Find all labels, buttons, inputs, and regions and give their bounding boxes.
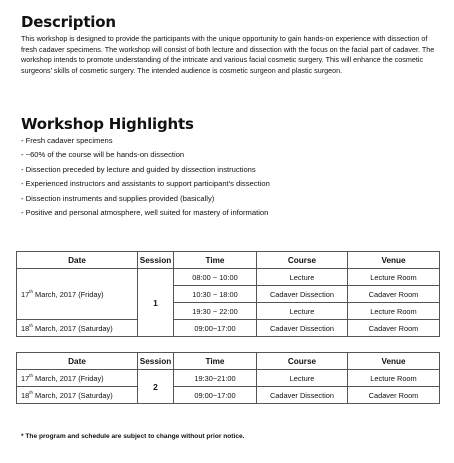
venue-cell: Cadaver Room bbox=[348, 286, 440, 303]
highlight-item: - Experienced instructors and assistants to support participant's dissection bbox=[21, 179, 270, 189]
venue-cell: Lecture Room bbox=[348, 269, 440, 286]
date-cell: 18th March, 2017 (Saturday) bbox=[17, 320, 138, 337]
header-time: Time bbox=[174, 353, 257, 370]
course-cell: Lecture bbox=[257, 303, 348, 320]
venue-cell: Cadaver Room bbox=[348, 387, 440, 404]
header-course: Course bbox=[257, 353, 348, 370]
description-text: This workshop is designed to provide the participants with the unique opportunity to gain hands-on experience with dissection of fresh cadaver specimens. The workshop will consist of both lecture and dissection with the focus on the facial part of cadaver. The workshop intends to promote understanding of the intricate and various facial cosmetic surgery. This will enhance the cosmetic surgeons' skills of cosmetic surgery. The intended audience is cosmetic surgeon and plastic surgeon. bbox=[21, 34, 435, 75]
date-cell: 17th March, 2017 (Friday) bbox=[17, 269, 138, 320]
table-row bbox=[17, 370, 440, 387]
table-row bbox=[17, 269, 440, 286]
table-row bbox=[17, 387, 440, 404]
date-cell: 18th March, 2017 (Saturday) bbox=[17, 387, 138, 404]
schedule-table-session-1 bbox=[16, 251, 440, 337]
date-cell: 17th March, 2017 (Friday) bbox=[17, 370, 138, 387]
header-venue: Venue bbox=[348, 252, 440, 269]
highlight-item: - ~60% of the course will be hands-on dissection bbox=[21, 150, 185, 160]
time-cell: 19:30~21:00 bbox=[174, 370, 257, 387]
schedule-note: * The program and schedule are subject to change without prior notice. bbox=[21, 433, 245, 440]
time-cell: 08:00 ~ 10:00 bbox=[174, 269, 257, 286]
course-cell: Cadaver Dissection bbox=[257, 320, 348, 337]
header-session: Session bbox=[138, 353, 174, 370]
highlight-item: - Dissection instruments and supplies provided (basically) bbox=[21, 193, 215, 203]
time-cell: 09:00~17:00 bbox=[174, 320, 257, 337]
table-header-row bbox=[17, 353, 440, 370]
course-cell: Cadaver Dissection bbox=[257, 286, 348, 303]
time-cell: 10:30 ~ 18:00 bbox=[174, 286, 257, 303]
session-cell: 2 bbox=[138, 370, 174, 404]
course-cell: Cadaver Dissection bbox=[257, 387, 348, 404]
table-header-row bbox=[17, 252, 440, 269]
time-cell: 19:30 ~ 22:00 bbox=[174, 303, 257, 320]
table-row bbox=[17, 320, 440, 337]
venue-cell: Cadaver Room bbox=[348, 320, 440, 337]
header-course: Course bbox=[257, 252, 348, 269]
time-cell: 09:00~17:00 bbox=[174, 387, 257, 404]
header-venue: Venue bbox=[348, 353, 440, 370]
highlights-heading: Workshop Highlights bbox=[21, 115, 194, 133]
schedule-table-session-2 bbox=[16, 352, 440, 404]
venue-cell: Lecture Room bbox=[348, 303, 440, 320]
highlight-item: - Positive and personal atmosphere, well suited for mastery of information bbox=[21, 208, 269, 218]
description-heading: Description bbox=[21, 13, 116, 31]
venue-cell: Lecture Room bbox=[348, 370, 440, 387]
header-date: Date bbox=[17, 252, 138, 269]
header-session: Session bbox=[138, 252, 174, 269]
course-cell: Lecture bbox=[257, 370, 348, 387]
highlight-item: - Fresh cadaver specimens bbox=[21, 136, 113, 145]
session-cell: 1 bbox=[138, 269, 174, 337]
header-time: Time bbox=[174, 252, 257, 269]
highlights-list bbox=[21, 134, 270, 220]
course-cell: Lecture bbox=[257, 269, 348, 286]
header-date: Date bbox=[17, 353, 138, 370]
highlight-item: - Dissection preceded by lecture and guided by dissection instructions bbox=[21, 164, 256, 174]
